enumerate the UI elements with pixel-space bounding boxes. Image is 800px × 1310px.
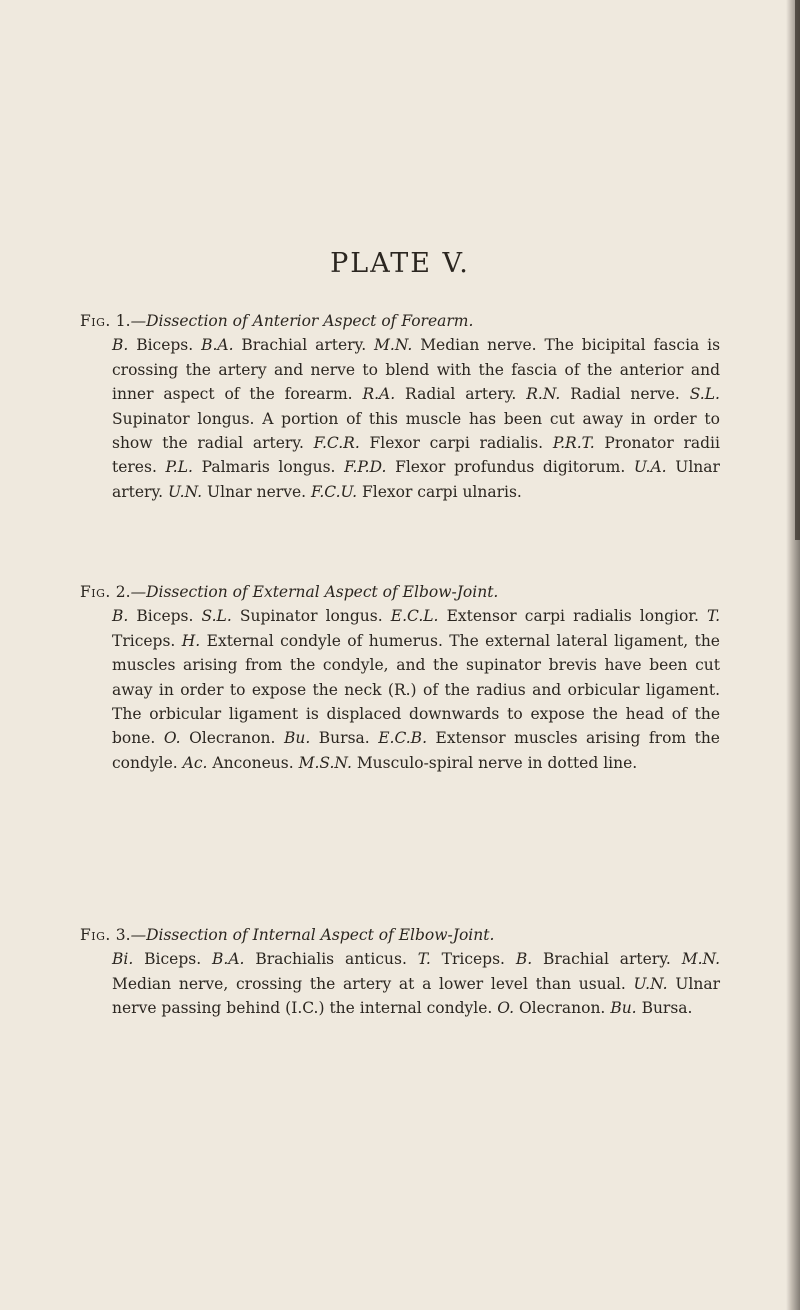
legend-abbreviation: S.L. (201, 607, 232, 626)
legend-entry (212, 950, 407, 968)
legend-abbreviation: M.N. (374, 336, 413, 355)
legend-entry (418, 950, 505, 968)
legend-text: Brachial artery. (543, 950, 671, 969)
legend-abbreviation: F.C.U. (311, 482, 358, 501)
legend-abbreviation: Bu. (610, 999, 637, 1018)
legend-abbreviation: O. (163, 729, 181, 748)
legend-text: Flexor profundus digitorum. (395, 458, 626, 477)
legend-text: Flexor carpi ulnaris. (362, 482, 522, 501)
legend-text: Pronator radii teres. (112, 434, 720, 477)
legend-entry (112, 950, 201, 968)
figure-label: Fig. (80, 926, 111, 944)
legend-abbreviation: B. (112, 336, 129, 355)
legend-abbreviation: U.A. (633, 458, 667, 477)
legend-text: Triceps. (112, 631, 176, 650)
legend-abbreviation: F.P.D. (344, 458, 387, 477)
legend-text: Brachialis anticus. (255, 950, 407, 969)
legend-abbreviation: T. (707, 607, 721, 626)
figure-heading (80, 309, 720, 333)
legend-abbreviation: R.A. (362, 385, 396, 404)
legend-text: Ulnar nerve. (207, 482, 307, 501)
legend-text: Radial nerve. (570, 385, 680, 404)
legend-abbreviation: O. (497, 999, 515, 1018)
legend-text: Bursa. (318, 729, 370, 748)
legend-abbreviation: B. (515, 950, 533, 969)
legend-abbreviation: Bi. (112, 950, 134, 969)
legend-text: Brachial artery. (241, 336, 367, 355)
figure-title: —Dissection of Anterior Aspect of Forearm. (130, 312, 474, 330)
legend-entry (202, 607, 383, 625)
legend-abbreviation: B.A. (212, 950, 245, 969)
figure-heading (80, 923, 720, 947)
figure-1-description (80, 309, 720, 504)
figure-legend (112, 604, 720, 775)
legend-abbreviation: U.N. (633, 974, 668, 993)
legend-abbreviation: T. (417, 950, 431, 969)
legend-entry (299, 754, 638, 772)
figure-label: Fig. (80, 583, 111, 601)
legend-text: Median nerve. The bicipital fascia is crossing the artery and nerve to blend with the fascia of the anterior and inner aspect of the forearm. (112, 336, 721, 404)
legend-abbreviation: P.L. (165, 458, 193, 477)
legend-text: Ulnar nerve passing behind (I.C.) the internal condyle. (112, 974, 720, 1018)
legend-text: Anconeus. (212, 753, 294, 772)
legend-abbreviation: H. (181, 631, 201, 650)
figure-label: Fig. (80, 312, 111, 330)
legend-text: Extensor muscles arising from the condyle. (112, 729, 720, 772)
plate-title: PLATE V. (330, 248, 470, 279)
legend-abbreviation: M.S.N. (298, 753, 352, 772)
legend-entry (164, 729, 276, 747)
legend-entry (201, 336, 366, 354)
legend-text: Biceps. (136, 336, 194, 355)
legend-text: Palmaris longus. (201, 458, 336, 477)
legend-text: Median nerve, crossing the artery at a lower level than usual. (112, 974, 626, 993)
legend-entry (112, 336, 193, 354)
figure-2-description (80, 580, 720, 775)
legend-text: Supinator longus. A portion of this muscle has been cut away in order to show the radial artery. (112, 409, 720, 453)
legend-abbreviation: B. (112, 607, 129, 626)
legend-abbreviation: M.N. (681, 950, 720, 969)
figure-number: 1. (115, 312, 131, 330)
legend-abbreviation: U.N. (168, 482, 203, 501)
legend-entry (311, 483, 522, 501)
legend-text: Musculo-spiral nerve in dotted line. (356, 753, 638, 772)
figure-title: —Dissection of Internal Aspect of Elbow-Joint. (130, 926, 495, 944)
legend-entry (497, 999, 605, 1017)
legend-entry (183, 754, 294, 772)
figure-number: 2. (115, 583, 131, 601)
legend-text: Radial artery. (405, 385, 517, 404)
legend-text: Extensor carpi radialis longior. (446, 607, 699, 626)
legend-abbreviation: E.C.L. (390, 607, 439, 626)
legend-abbreviation: B.A. (201, 336, 234, 355)
legend-entry (344, 458, 625, 476)
legend-entry (362, 385, 516, 403)
figure-3-description (80, 923, 720, 1021)
legend-text: Biceps. (136, 607, 194, 626)
legend-entry (166, 458, 336, 476)
legend-text: Olecranon. (189, 729, 276, 748)
legend-text: Biceps. (144, 950, 202, 969)
figure-heading (80, 580, 720, 604)
legend-abbreviation: Bu. (283, 729, 311, 748)
legend-abbreviation: F.C.R. (313, 434, 360, 453)
figure-legend (112, 947, 720, 1020)
legend-text: Olecranon. (518, 999, 606, 1018)
legend-entry (391, 607, 699, 625)
legend-text: Flexor carpi radialis. (369, 434, 544, 453)
legend-abbreviation: Ac. (182, 753, 208, 772)
figure-number: 3. (115, 926, 131, 944)
legend-entry (112, 607, 193, 625)
legend-entry (168, 483, 306, 501)
legend-entry (526, 385, 680, 403)
legend-entry (314, 434, 543, 452)
legend-text: Bursa. (641, 999, 693, 1018)
legend-abbreviation: P.R.T. (552, 434, 595, 453)
figure-title: —Dissection of External Aspect of Elbow-Joint. (130, 583, 499, 601)
figure-legend (112, 333, 720, 504)
legend-entry (610, 999, 692, 1017)
legend-entry (284, 729, 370, 747)
legend-abbreviation: E.C.B. (378, 729, 427, 748)
legend-text: Ulnar artery. (112, 458, 720, 501)
legend-text: Supinator longus. (239, 607, 383, 626)
legend-abbreviation: R.N. (526, 385, 561, 404)
legend-abbreviation: S.L. (689, 385, 720, 404)
legend-text: External condyle of humerus. The external lateral ligament, the muscles arising from the condyle, and the supinator brevis have been cut away in order to expose the neck (R.) of the radius and orbicular ligament. The orbicular ligament is displaced downwards to expose the head of the bone. (112, 631, 720, 748)
legend-entry (516, 950, 671, 968)
legend-text: Triceps. (441, 950, 505, 969)
